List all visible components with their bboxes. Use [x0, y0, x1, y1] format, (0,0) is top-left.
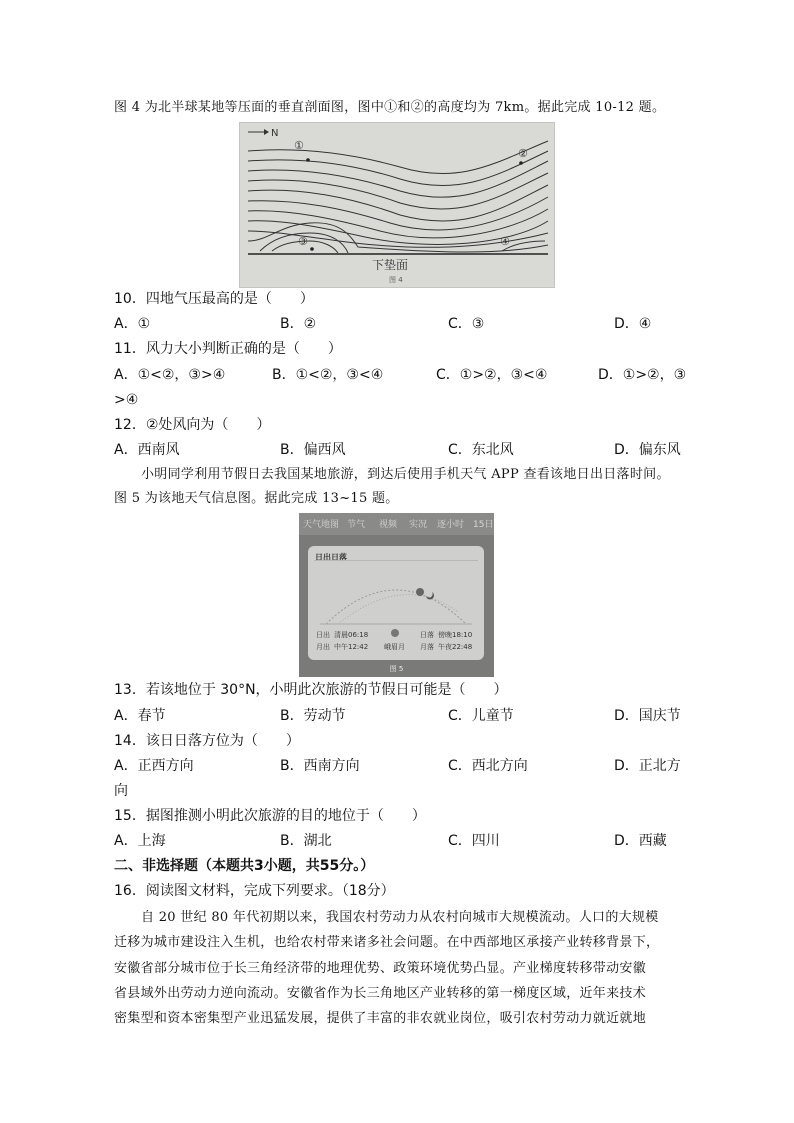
- q13-option-d: D．国庆节: [614, 708, 681, 724]
- intro-figure-4: 图 4 为北半球某地等压面的垂直剖面图，图中①和②的高度均为 7km。据此完成 10-12 题。: [114, 100, 666, 115]
- sunrise-label: 日出: [316, 631, 330, 639]
- sunset-label: 日落: [420, 631, 434, 639]
- q13-option-c: C．儿童节: [448, 708, 514, 724]
- q11-option-c: C．①>②，③<④: [436, 367, 548, 383]
- q11-option-b: B．①<②，③<④: [272, 367, 384, 383]
- point-1-marker: [306, 158, 310, 162]
- moonset-time: 午夜22:48: [438, 643, 473, 651]
- tab-weather-map: 天气地图: [303, 520, 340, 530]
- tab-solar-term: 节气: [347, 520, 366, 530]
- point-label-1: ①: [294, 139, 304, 152]
- q14-stem: 14．该日日落方位为（ ）: [114, 733, 300, 749]
- q12-stem: 12．②处风向为（ ）: [114, 417, 271, 433]
- isobar-diagram: [240, 123, 554, 287]
- point-2-marker: [519, 161, 523, 165]
- q16-paragraph-line-5: 密集型和资本密集型产业迅猛发展，提供了丰富的非农就业岗位，吸引农村劳动力就近就地: [114, 1011, 647, 1026]
- intro-figure-5-line-2: 图 5 为该地天气信息图。据此完成 13~15 题。: [114, 491, 399, 506]
- tab-15-day: 15日: [473, 520, 494, 530]
- q10-options: [114, 314, 684, 334]
- q13-options: [114, 706, 684, 726]
- q14-option-d: D．正北方: [614, 758, 681, 774]
- q16-paragraph-line-2: 迁移为城市建设注入生机，也给农村带来诸多社会问题。在中西部地区承接产业转移背景下，: [114, 935, 660, 950]
- figure-4-caption: 图 4: [389, 276, 403, 284]
- tab-video: 视频: [379, 520, 398, 530]
- q12-option-c: C．东北风: [448, 442, 514, 458]
- q14-option-d-wrap: 向: [114, 783, 128, 799]
- q13-option-b: B．劳动节: [280, 708, 346, 724]
- moon-phase-icon: [391, 629, 399, 637]
- q16-paragraph-line-1: 自 20 世纪 80 年代初期以来，我国农村劳动力从农村向城市大规模流动。人口的大规模: [141, 910, 659, 925]
- q10-stem: 10．四地气压最高的是（ ）: [114, 291, 314, 307]
- q10-option-c: C．③: [448, 316, 485, 332]
- q16-paragraph-line-4: 省县域外出劳动力逆向流动。安徽省作为长三角地区产业转移的第一梯度区域，近年来技术: [114, 986, 647, 1001]
- point-label-4: ④: [500, 235, 510, 248]
- q12-option-a: A．西南风: [114, 442, 180, 458]
- figure-5-weather-app: [299, 513, 494, 677]
- figure-5-caption: 图 5: [389, 665, 404, 673]
- q15-option-a: A．上海: [114, 833, 166, 849]
- q15-stem: 15．据图推测小明此次旅游的目的地位于（ ）: [114, 808, 426, 824]
- q16-stem: 16．阅读图文材料，完成下列要求。（18分）: [114, 883, 395, 899]
- moonrise-time: 中午12:42: [334, 643, 369, 651]
- q11-option-d: D．①>②，③: [598, 367, 687, 383]
- q13-option-a: A．春节: [114, 708, 166, 724]
- point-3-marker: [310, 247, 314, 251]
- q12-option-b: B．偏西风: [280, 442, 346, 458]
- point-label-3: ③: [298, 235, 308, 248]
- q14-option-b: B．西南方向: [280, 758, 360, 774]
- q16-paragraph-line-3: 安徽省部分城市位于长三角经济带的地理优势、政策环境优势凸显。产业梯度转移带动安徽: [114, 961, 647, 976]
- sunrise-time: 清晨06:18: [334, 631, 369, 639]
- q11-option-d-wrap: >④: [114, 392, 139, 408]
- q10-option-d: D．④: [614, 316, 652, 332]
- q15-option-b: B．湖北: [280, 833, 332, 849]
- app-tab-bar: [299, 513, 494, 535]
- q10-option-b: B．②: [280, 316, 317, 332]
- moonrise-label: 月出: [316, 643, 330, 651]
- q12-options: [114, 440, 684, 460]
- q10-option-a: A．①: [114, 316, 151, 332]
- q11-option-a: A．①<②，③>④: [114, 367, 226, 383]
- q14-option-a: A．正西方向: [114, 758, 194, 774]
- intro-figure-5-line-1: 小明同学利用节假日去我国某地旅游，到达后使用手机天气 APP 查看该地日出日落时间。: [141, 467, 670, 482]
- moon-phase-label: 峨眉月: [384, 643, 405, 651]
- q14-option-c: C．西北方向: [448, 758, 528, 774]
- sunset-time: 傍晚18:10: [438, 631, 473, 639]
- q15-options: [114, 831, 684, 851]
- q11-options: [114, 365, 687, 385]
- sunrise-sunset-card: [308, 546, 484, 660]
- figure-4-isobar-profile: [239, 122, 555, 288]
- q15-option-c: C．四川: [448, 833, 500, 849]
- q14-options: [114, 756, 684, 776]
- card-title: 日出日落: [315, 553, 347, 562]
- tab-live: 实况: [409, 520, 428, 530]
- q13-stem: 13．若该地位于 30°N，小明此次旅游的节假日可能是（ ）: [114, 682, 508, 698]
- q12-option-d: D．偏东风: [614, 442, 681, 458]
- north-label: N: [271, 128, 279, 139]
- section-2-heading: 二、非选择题（本题共3小题，共55分。）: [114, 858, 375, 874]
- tab-hourly: 逐小时: [437, 520, 465, 530]
- q11-stem: 11．风力大小判断正确的是（ ）: [114, 341, 342, 357]
- q15-option-d: D．西藏: [614, 833, 667, 849]
- sun-icon: [416, 588, 424, 596]
- point-label-2: ②: [518, 147, 528, 160]
- moonset-label: 月落: [420, 643, 434, 651]
- card-divider: [314, 560, 478, 561]
- ground-label: 下垫面: [372, 258, 409, 272]
- north-arrow: [248, 129, 269, 135]
- sun-arc-diagram: [308, 562, 484, 632]
